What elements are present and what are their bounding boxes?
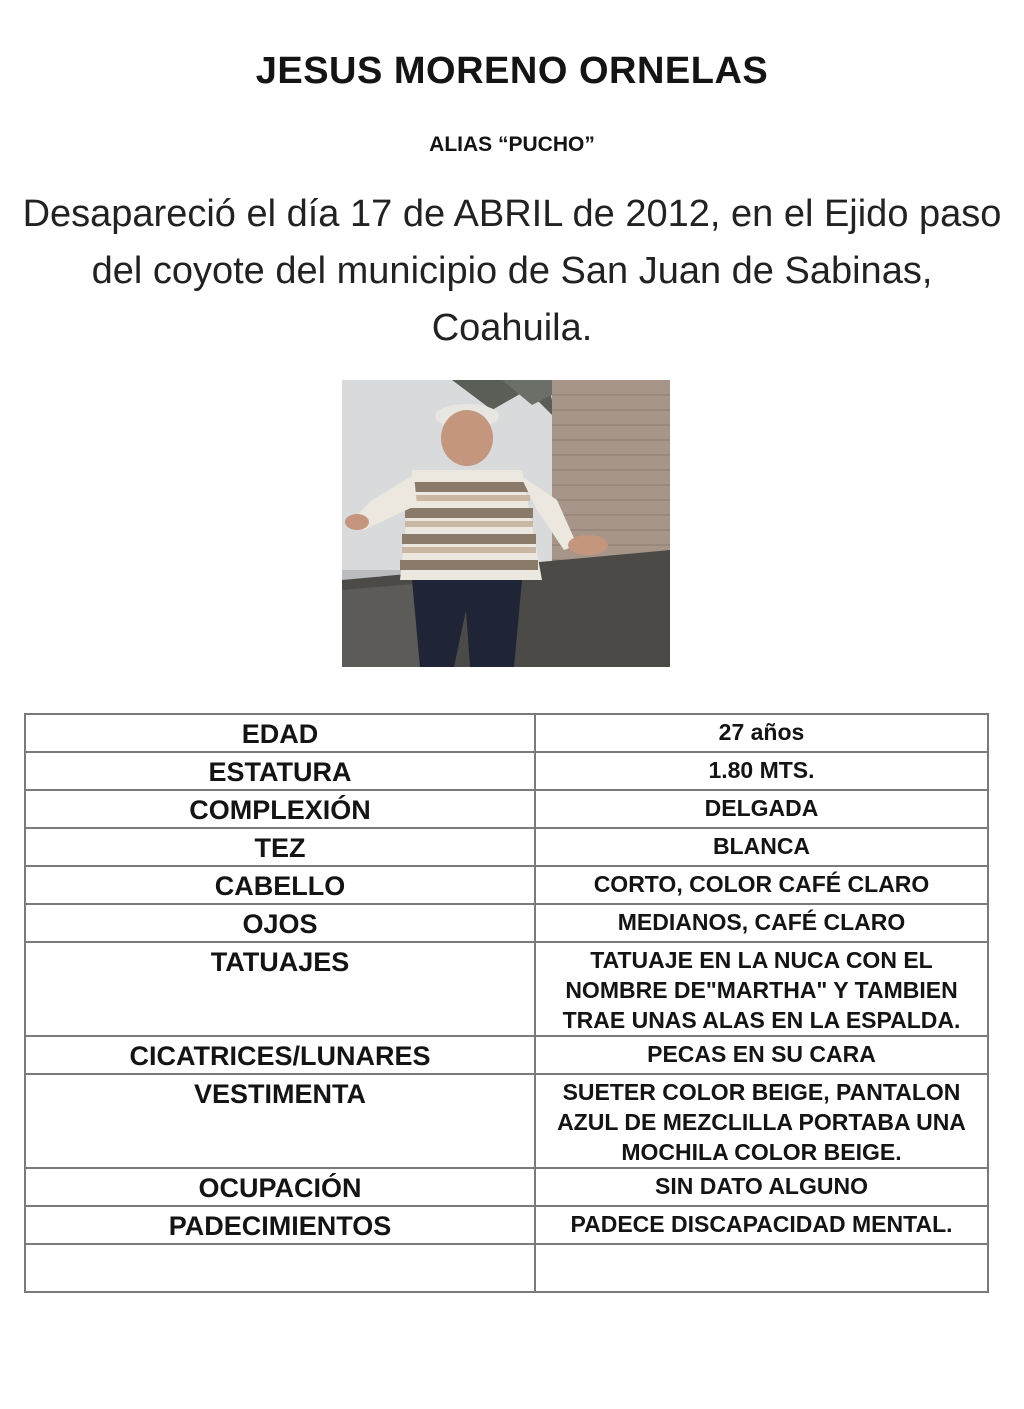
table-row <box>25 1168 988 1206</box>
table-row <box>25 904 988 942</box>
table-row <box>25 790 988 828</box>
value-cell: PADECE DISCAPACIDAD MENTAL. <box>535 1206 988 1244</box>
table-row <box>25 1036 988 1074</box>
value-cell: CORTO, COLOR CAFÉ CLARO <box>535 866 988 904</box>
table-row <box>25 1206 988 1244</box>
person-name-title: JESUS MORENO ORNELAS <box>255 50 769 92</box>
label-cell: CABELLO <box>25 866 535 904</box>
label-cell: TEZ <box>25 828 535 866</box>
table-row <box>25 866 988 904</box>
label-cell: CICATRICES/LUNARES <box>25 1036 535 1074</box>
table-row <box>25 714 988 752</box>
alias-subtitle: ALIAS “PUCHO” <box>429 133 595 156</box>
table-row <box>25 752 988 790</box>
label-cell: ESTATURA <box>25 752 535 790</box>
label-cell <box>25 1244 535 1292</box>
table-row <box>25 828 988 866</box>
label-cell: VESTIMENTA <box>25 1074 535 1168</box>
value-cell: SUETER COLOR BEIGE, PANTALON AZUL DE MEZCLILLA PORTABA UNA MOCHILA COLOR BEIGE. <box>535 1074 988 1168</box>
value-cell: TATUAJE EN LA NUCA CON EL NOMBRE DE"MARTHA" Y TAMBIEN TRAE UNAS ALAS EN LA ESPALDA. <box>535 942 988 1036</box>
value-cell: BLANCA <box>535 828 988 866</box>
value-cell: MEDIANOS, CAFÉ CLARO <box>535 904 988 942</box>
value-cell: 27 años <box>535 714 988 752</box>
table-row <box>25 1074 988 1168</box>
value-cell: DELGADA <box>535 790 988 828</box>
table-row <box>25 1244 988 1292</box>
label-cell: OCUPACIÓN <box>25 1168 535 1206</box>
label-cell: OJOS <box>25 904 535 942</box>
table-row <box>25 942 988 1036</box>
label-cell: COMPLEXIÓN <box>25 790 535 828</box>
value-cell: SIN DATO ALGUNO <box>535 1168 988 1206</box>
details-table <box>24 713 989 1293</box>
label-cell: PADECIMIENTOS <box>25 1206 535 1244</box>
person-photo <box>342 380 670 667</box>
label-cell: TATUAJES <box>25 942 535 1036</box>
label-cell: EDAD <box>25 714 535 752</box>
value-cell: 1.80 MTS. <box>535 752 988 790</box>
disappearance-description: Desapareció el día 17 de ABRIL de 2012, en el Ejido paso del coyote del municipio de San Juan de Sabinas, Coahuila. <box>22 193 1002 349</box>
value-cell <box>535 1244 988 1292</box>
value-cell: PECAS EN SU CARA <box>535 1036 988 1074</box>
